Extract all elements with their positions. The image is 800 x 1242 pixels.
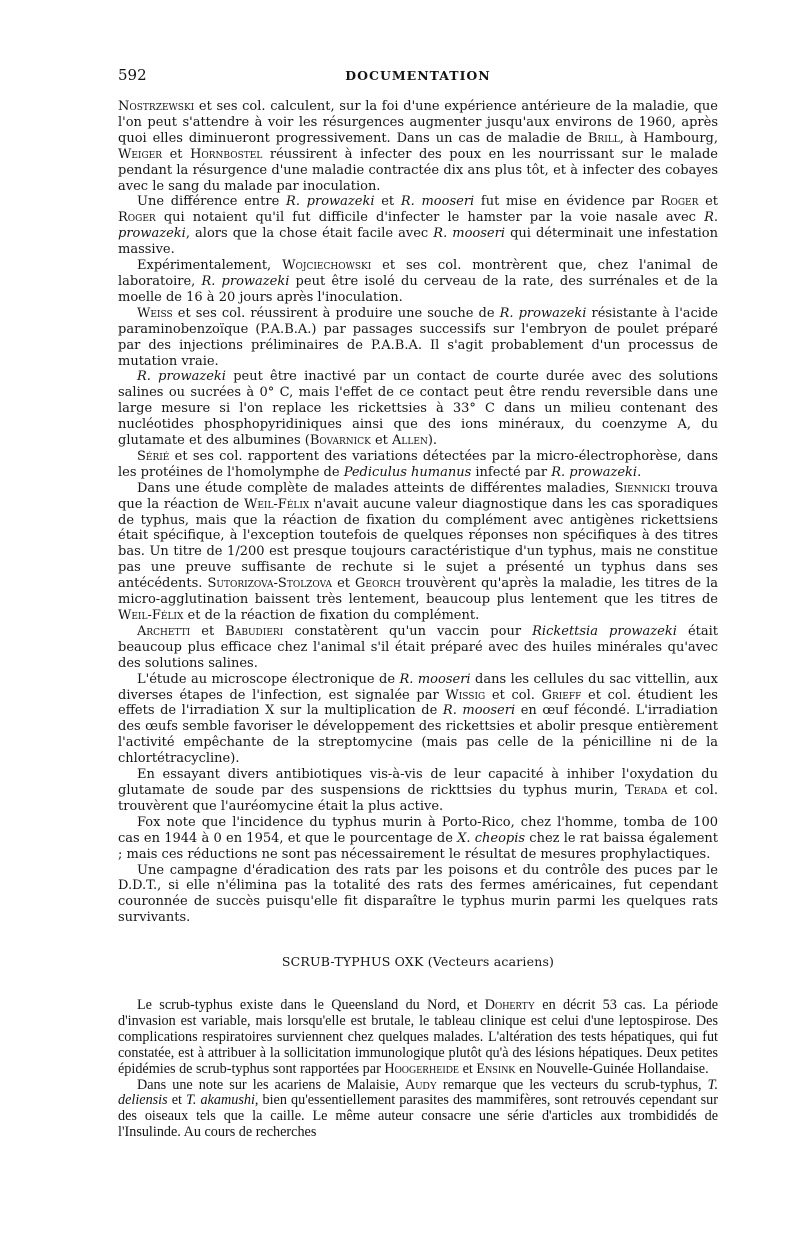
text-run: était beaucoup plus efficace chez l'animal s'il était préparé avec des huiles minérales qu'avec des solutions salines. [118,623,719,671]
text-run: en œuf fécondé. L'irradiation des œufs semble favoriser le développement des rickettsies et abolir presque entièrement l'activité empêchante de la streptomycine (mais pas celle de la pénicilline ni de la chlortétracycline). [118,703,718,767]
author-name: Ensink [476,1060,516,1077]
author-name: Sérié [137,448,170,464]
text-run: et col. trouvèrent que l'auréomycine était la plus active. [118,782,718,814]
paragraph [118,998,718,1078]
text-run: qui notaient qu'il fut difficile d'infecter le hamster par la voie nasale avec [155,210,705,226]
author-name: Weil-Félix [118,608,184,623]
paragraph [118,194,718,258]
paragraph [118,99,718,194]
paragraph [118,1078,718,1142]
running-head [118,66,718,86]
species-name: X. cheopis [457,830,526,846]
text-run: Fox note que l'incidence du typhus murin à Porto-Rico, chez l'homme, tomba de 100 cas en 1944 à 0 en 1954, et que le pourcentage de [118,814,718,846]
paragraph [118,481,718,624]
section-paragraphs [118,998,718,1141]
paragraph [118,863,718,927]
text-run: dans les cellules du sac vittellin, aux diverses étapes de l'infection, est signalée par [118,671,718,703]
text-run: trouva que la réaction de [118,480,718,512]
text-run: peut être inactivé par un contact de courte durée avec des solutions salines ou sucrées à 0° C, mais l'effet de ce contact peut être rendu reversible dans une large mesure si l'on replace les rickettsies à 33° C dans un milieu contenant des nucléotides phosphopyridiniques ainsi que des ions minéraux, du coenzyme A, du glutamate et des albumines ( [118,369,718,449]
text-run: n'avait aucune valeur diagnostique dans les cas sporadiques de typhus, mais que la réaction de fixation du complément avec antigènes rickettsiens était spécifique, à l'exception toutefois de quelques réponses non spécifiques à des titres bas. Un titre de 1/200 est presque toujours caractéristique d'un typhus, mais ne constitue pas une preuve suffisante de rechute si le sujet a présenté un typhus dans ses antécédents. [118,496,718,592]
text-run: . [637,464,642,480]
author-name: Bovarnick [309,433,371,449]
paragraph [118,258,718,306]
author-name: Roger [660,194,699,210]
species-name: R. mooseri [399,671,471,687]
author-name: Georch [355,576,401,592]
text-run: en décrit 53 cas. La période d'invasion est variable, mais lorsqu'elle est brutale, le tableau clinique est celui d'une leptospirose. Des complications respiratoires surviennent chez quelques malades. L'altération des tests hépatiques, qui fut constatée, est à attribuer à la sollicitation immunologique plutôt qu'à des lésions hépatiques. Deux petites épidémies de scrub-typhus sont rapportées par [118,997,718,1077]
text-run: remarque que les vecteurs du scrub-typhus, [436,1076,708,1093]
author-name: Terada [625,782,668,798]
author-name: Allen [392,433,428,449]
species-name: Rickettsia prowazeki [532,623,677,639]
text-run: et col. étudient les effets de l'irradiation X sur la multiplication de [118,687,718,719]
paragraph [118,767,718,815]
text-run: constatèrent qu'un vaccin pour [283,623,533,639]
text-run: et ses col. montrèrent que, chez l'animal de laboratoire, [118,258,718,289]
species-name: R. prowazeki [286,194,375,210]
text-run: et [332,576,356,592]
text-run: En essayant divers antibiotiques vis-à-vis de leur capacité à inhiber l'oxydation du glutamate de soude par des suspensions de rickttsies du typhus murin, [118,767,718,798]
author-name: Weiger [118,146,163,162]
text-run: et de la réaction de fixation du complément. [183,608,480,623]
text-run: et [162,146,191,162]
text-run: et [459,1060,477,1077]
species-name: R. prowazeki [551,464,638,480]
species-name: R. mooseri [442,703,516,719]
species-name: R. mooseri [400,194,475,210]
text-run: et [370,433,393,449]
text-run: chez le rat baissa également ; mais ces réductions ne sont pas nécessairement le résultat de mesures prophylactiques. [118,830,718,862]
text-run: et [698,194,718,210]
text-run: L'étude au microscope électronique de [137,671,400,687]
author-name: Nostrzewski [118,99,195,114]
author-name: Roger [118,210,156,226]
text-run: et col. [485,687,542,703]
species-name: R. prowazeki [201,273,290,289]
section-title: SCRUB-TYPHUS OXK (Vecteurs acariens) [281,954,555,970]
text-run: et ses col. calculent, sur la foi d'une expérience antérieure de la maladie, que l'on peut s'attendre à voir les résurgences augmenter jusqu'aux environs de 1960, après quoi elles diminueront progressivement. Dans un cas de maladie de [118,99,718,146]
text-run: ). [427,433,438,449]
author-name: Hornbostel [190,146,263,162]
paragraphs-before-section [118,99,718,926]
text-run: peut être isolé du cerveau de la rate, des surrénales et de la moelle de 16 à 20 jours après l'inoculation. [118,273,718,305]
text-run: , à Hambourg, [619,130,718,146]
text-run: Dans une note sur les acariens de Malaisie, [137,1076,406,1093]
paragraph [118,449,718,481]
text-run: fut mise en évidence par [474,194,661,210]
text-run: trouvèrent qu'après la maladie, les titres de la micro-agglutination baissent très lentement, beaucoup plus lentement que les titres de [118,576,718,608]
author-name: Brill [587,130,620,146]
author-name: Grieff [541,687,582,703]
author-name: Wissig [445,687,486,703]
author-name: Siennicki [614,480,671,496]
text-run: infecté par [471,464,552,480]
author-name: Babudieri [225,623,284,639]
text-run: Une campagne d'éradication des rats par les poisons et du contrôle des puces par le D.D.T., si elle n'élimina pas la totalité des rats des fermes américaines, fut cependant couronnée de succès puisqu'elle fit disparaître le typhus murin parmi les quelques rats survivants. [118,862,718,926]
text-run: Le scrub-typhus existe dans le Queensland du Nord, et [137,997,485,1014]
paragraph [118,624,718,672]
author-name: Hoogerheide [384,1060,460,1077]
text-run: , alors que la chose était facile avec [185,226,434,242]
paragraph [118,815,718,863]
text-run: en Nouvelle-Guinée Hollandaise. [515,1060,709,1077]
page-number: 592 [118,66,147,84]
species-name: R. mooseri [433,226,505,242]
author-name: Audy [405,1076,437,1093]
paragraph [118,672,718,767]
text-run: et [190,623,226,639]
text-run: réussirent à infecter des poux en les nourrissant sur le malade pendant la résurgence d'une maladie contractée dix ans plus tôt, et à infecter des cobayes avec le sang du malade par inoculation. [118,146,718,194]
paragraph [118,369,718,449]
text-run: qui déterminait une infestation massive. [118,226,718,258]
text-run: et [167,1092,187,1109]
author-name: Wojciechowski [282,258,372,274]
author-name: Sutorizova-Stolzova [207,576,333,592]
text-run: et ses col. réussirent à produire une souche de [172,305,500,321]
paragraph [118,306,718,370]
author-name: Doherty [484,997,535,1014]
text-run: , bien qu'essentiellement parasites des mammifères, sont retrouvés cependant sur des oiseaux tels que la caille. Le même auteur consacre une série d'articles aux trombididés de l'Insulinde. Au cours de recherches [118,1092,718,1141]
text-run: Une différence entre [137,194,287,210]
species-name: Pediculus humanus [343,464,472,480]
species-name: R. prowazeki [118,210,718,242]
text-run: et [374,194,401,210]
text-run: résistante à l'acide paraminobenzoïque (P.A.B.A.) par passages successifs sur l'embryon de poulet préparé par des injections préliminaires de P.A.B.A. Il s'agit probablement d'un processus de mutation vraie. [118,305,718,369]
species-name: T. deliensis [118,1076,718,1109]
running-title: DOCUMENTATION [345,68,491,83]
text-run: et ses col. rapportent des variations détectées par la micro-électrophorèse, dans les protéines de l'homolymphe de [118,448,718,480]
text-run: Expérimentalement, [137,258,283,274]
author-name: Weiss [137,305,173,321]
species-name: T. akamushi [186,1092,255,1109]
species-name: R. prowazeki [137,369,226,385]
body-text [118,99,718,1141]
author-name: Archetti [137,623,191,639]
author-name: Weil-Félix [243,496,310,512]
text-run: Dans une étude complète de malades atteints de différentes maladies, [137,480,615,496]
species-name: R. prowazeki [499,305,587,321]
